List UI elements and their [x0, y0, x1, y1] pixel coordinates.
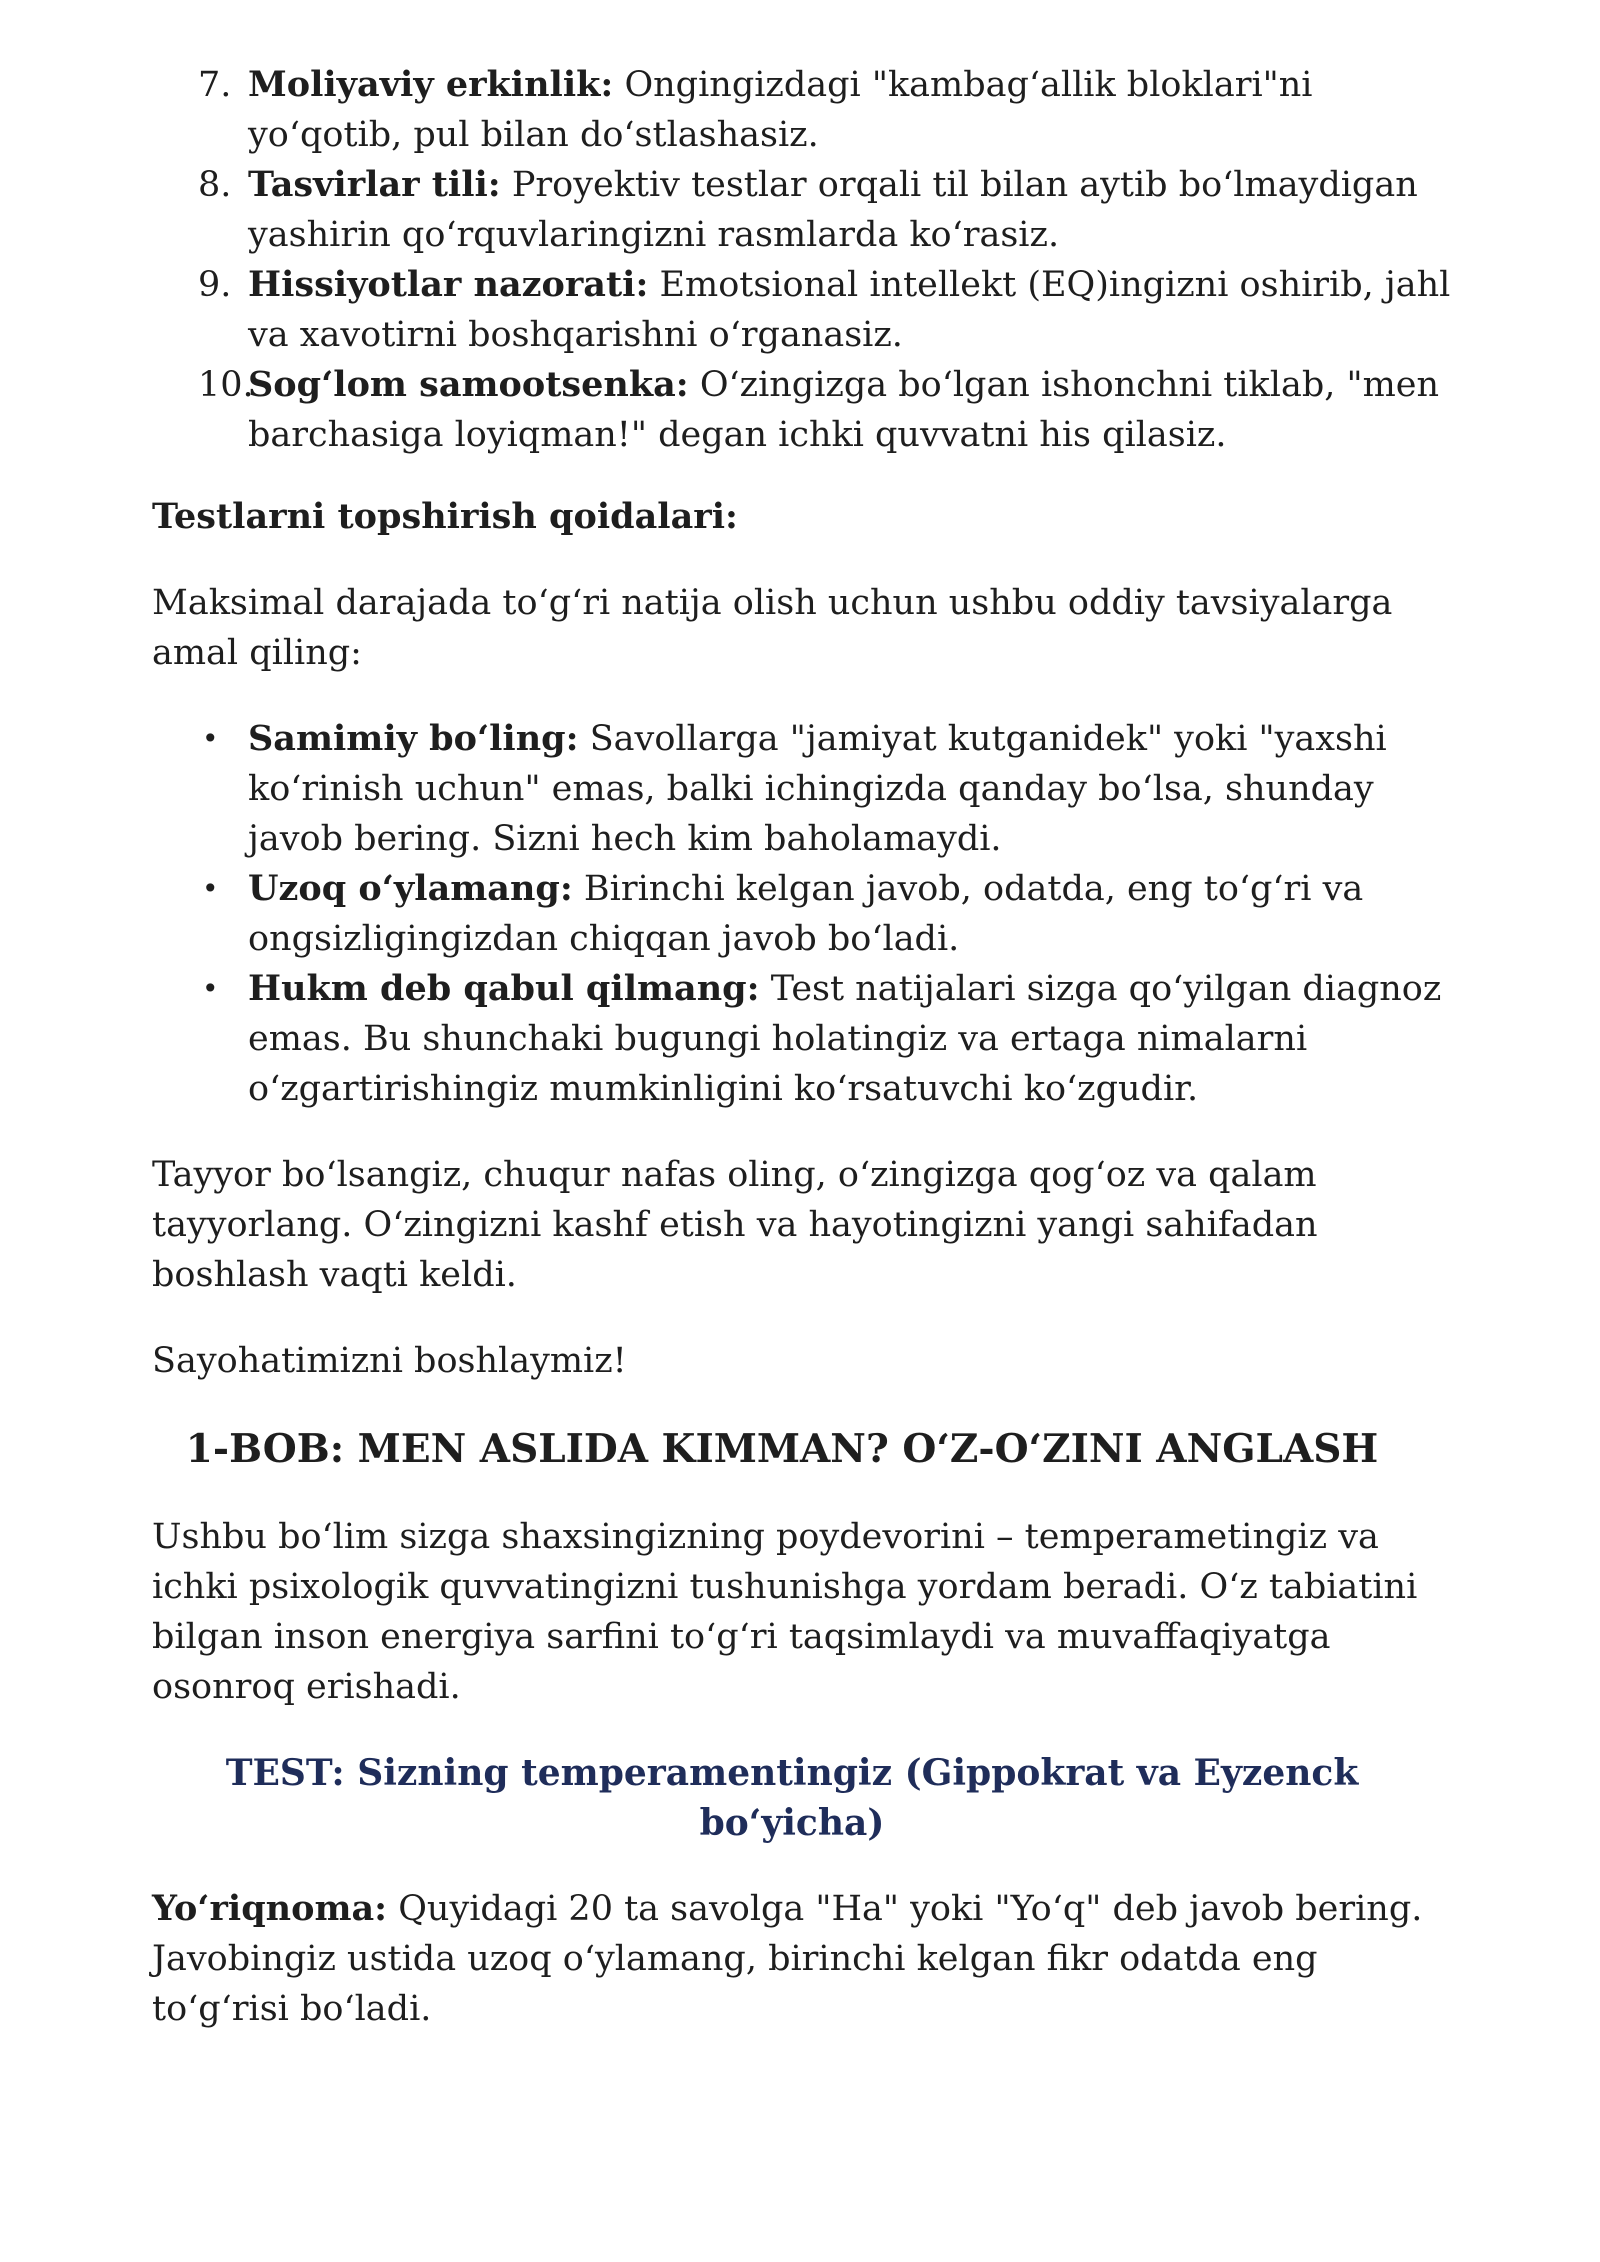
rules-heading: Testlarni topshirish qoidalari:: [152, 496, 738, 537]
chapter-intro: Ushbu bo‘lim sizga shaxsingizning poydevorini – temperametingiz va ichki psixologik quvvatingizni tushunishga yordam beradi. O‘z tabiatini bilgan inson energiya sarfini to‘g‘ri taqsimlaydi va muvaffaqiyatga osonroq erishadi.: [152, 1517, 1418, 1707]
bullet-dot-icon: •: [202, 722, 219, 755]
benefits-numbered-list: [152, 60, 1452, 460]
instruction-text: Quyidagi 20 ta savolga "Ha" yoki "Yo‘q" deb javob bering. Javobingiz ustida uzoq o‘ylamang, birinchi kelgan fikr odatda eng to‘g‘risi bo‘ladi.: [152, 1889, 1423, 2029]
list-item: [152, 160, 1452, 260]
list-item-text: Emotsional intellekt (EQ)ingizni oshirib, jahl va xavotirni boshqarishni o‘rganasiz.: [248, 265, 1451, 355]
list-item-number: 10.: [198, 365, 254, 405]
list-item-number: 7.: [198, 65, 232, 105]
bullet-text: Test natijalari sizga qo‘yilgan diagnoz emas. Bu shunchaki bugungi holatingiz va ertaga nimalarni o‘zgartirishingiz mumkinligini ko‘rsatuvchi ko‘zgudir.: [248, 969, 1442, 1109]
bullet-dot-icon: •: [202, 972, 219, 1005]
list-item-number: 9.: [198, 265, 232, 305]
list-item: [152, 360, 1452, 460]
ready-paragraph: Tayyor bo‘lsangiz, chuqur nafas oling, o‘zingizga qog‘oz va qalam tayyorlang. O‘zingizni kashf etish va hayotingizni yangi sahifadan boshlash vaqti keldi.: [152, 1155, 1318, 1295]
page-content: [152, 60, 1452, 2034]
chapter-title: 1-BOB: MEN ASLIDA KIMMAN? O‘Z-O‘ZINI ANGLASH: [185, 1426, 1379, 1472]
test-title: TEST: Sizning temperamentingiz (Gippokrat va Eyzenck bo‘yicha): [225, 1752, 1359, 1844]
bullet-item: [152, 964, 1452, 1114]
instruction-paragraph: [152, 1884, 1452, 2034]
rules-bullet-list: [152, 714, 1452, 1114]
bullet-title: Samimiy bo‘ling:: [248, 718, 579, 759]
list-item-text: Ongingizdagi "kambag‘allik bloklari"ni yo‘qotib, pul bilan do‘stlashasiz.: [248, 65, 1313, 155]
list-item-text: O‘zingizga bo‘lgan ishonchni tiklab, "men barchasiga loyiqman!" degan ichki quvvatni his qilasiz.: [248, 365, 1440, 455]
list-item: [152, 60, 1452, 160]
list-item: [152, 260, 1452, 360]
start-line: Sayohatimizni boshlaymiz!: [152, 1341, 627, 1381]
list-item-title: Hissiyotlar nazorati:: [248, 264, 649, 305]
list-item-title: Sog‘lom samootsenka:: [248, 364, 689, 405]
instruction-label: Yo‘riqnoma:: [152, 1888, 388, 1929]
bullet-text: Birinchi kelgan javob, odatda, eng to‘g‘ri va ongsizligingizdan chiqqan javob bo‘ladi.: [248, 869, 1364, 959]
list-item-title: Tasvirlar tili:: [248, 164, 501, 205]
list-item-text: Proyektiv testlar orqali til bilan aytib bo‘lmaydigan yashirin qo‘rquvlaringizni rasmlarda ko‘rasiz.: [248, 165, 1418, 255]
bullet-text: Savollarga "jamiyat kutganidek" yoki "yaxshi ko‘rinish uchun" emas, balki ichingizda qanday bo‘lsa, shunday javob bering. Sizni hech kim baholamaydi.: [248, 719, 1387, 859]
list-item-number: 8.: [198, 165, 232, 205]
bullet-dot-icon: •: [202, 872, 219, 905]
bullet-item: [152, 864, 1452, 964]
bullet-title: Hukm deb qabul qilmang:: [248, 968, 760, 1009]
list-item-title: Moliyaviy erkinlik:: [248, 64, 614, 105]
bullet-title: Uzoq o‘ylamang:: [248, 868, 573, 909]
bullet-item: [152, 714, 1452, 864]
rules-intro: Maksimal darajada to‘g‘ri natija olish uchun ushbu oddiy tavsiyalarga amal qiling:: [152, 583, 1393, 673]
